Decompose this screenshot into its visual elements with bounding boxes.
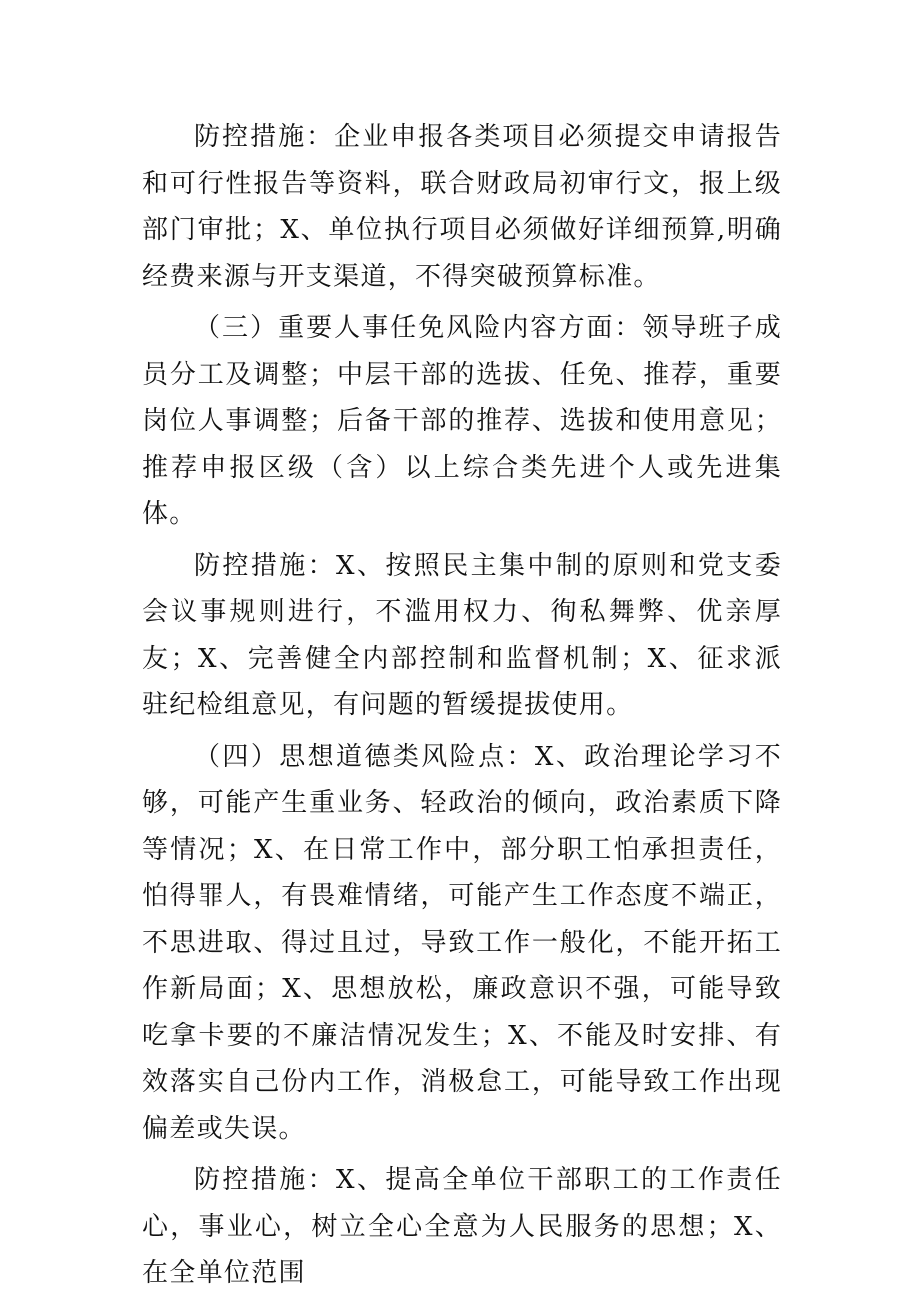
- paragraph-ideological-risk: （四）思想道德类风险点：X、政治理论学习不够，可能产生重业务、轻政治的倾向，政治素质下降等情况；X、在日常工作中，部分职工怕承担责任，怕得罪人，有畏难情绪，可能产生工作态度不端正，不思进取、得过且过，导致工作一般化，不能开拓工作新局面；X、思想放松，廉政意识不强，可能导致吃拿卡要的不廉洁情况发生；X、不能及时安排、有效落实自己份内工作，消极怠工，可能导致工作出现偏差或失误。: [142, 741, 782, 1144]
- paragraph-personnel-risk: （三）重要人事任免风险内容方面：领导班子成员分工及调整；中层干部的选拔、任免、推荐，重要岗位人事调整；后备干部的推荐、选拔和使用意见；推荐申报区级（含）以上综合类先进个人或先进集体。: [142, 313, 782, 529]
- document-body: [142, 114, 782, 1302]
- paragraph-measures-personnel: 防控措施：X、按照民主集中制的原则和党支委会议事规则进行，不滥用权力、徇私舞弊、优亲厚友；X、完善健全内部控制和监督机制；X、征求派驻纪检组意见，有问题的暂缓提拔使用。: [142, 550, 782, 720]
- paragraph-measures-ideological: 防控措施：X、提高全单位干部职工的工作责任心，事业心，树立全心全意为人民服务的思想；X、在全单位范围: [142, 1165, 782, 1288]
- paragraph-measures-project-approval: 防控措施：企业申报各类项目必须提交申请报告和可行性报告等资料，联合财政局初审行文，报上级部门审批；X、单位执行项目必须做好详细预算,明确经费来源与开支渠道，不得突破预算标准。: [142, 122, 782, 292]
